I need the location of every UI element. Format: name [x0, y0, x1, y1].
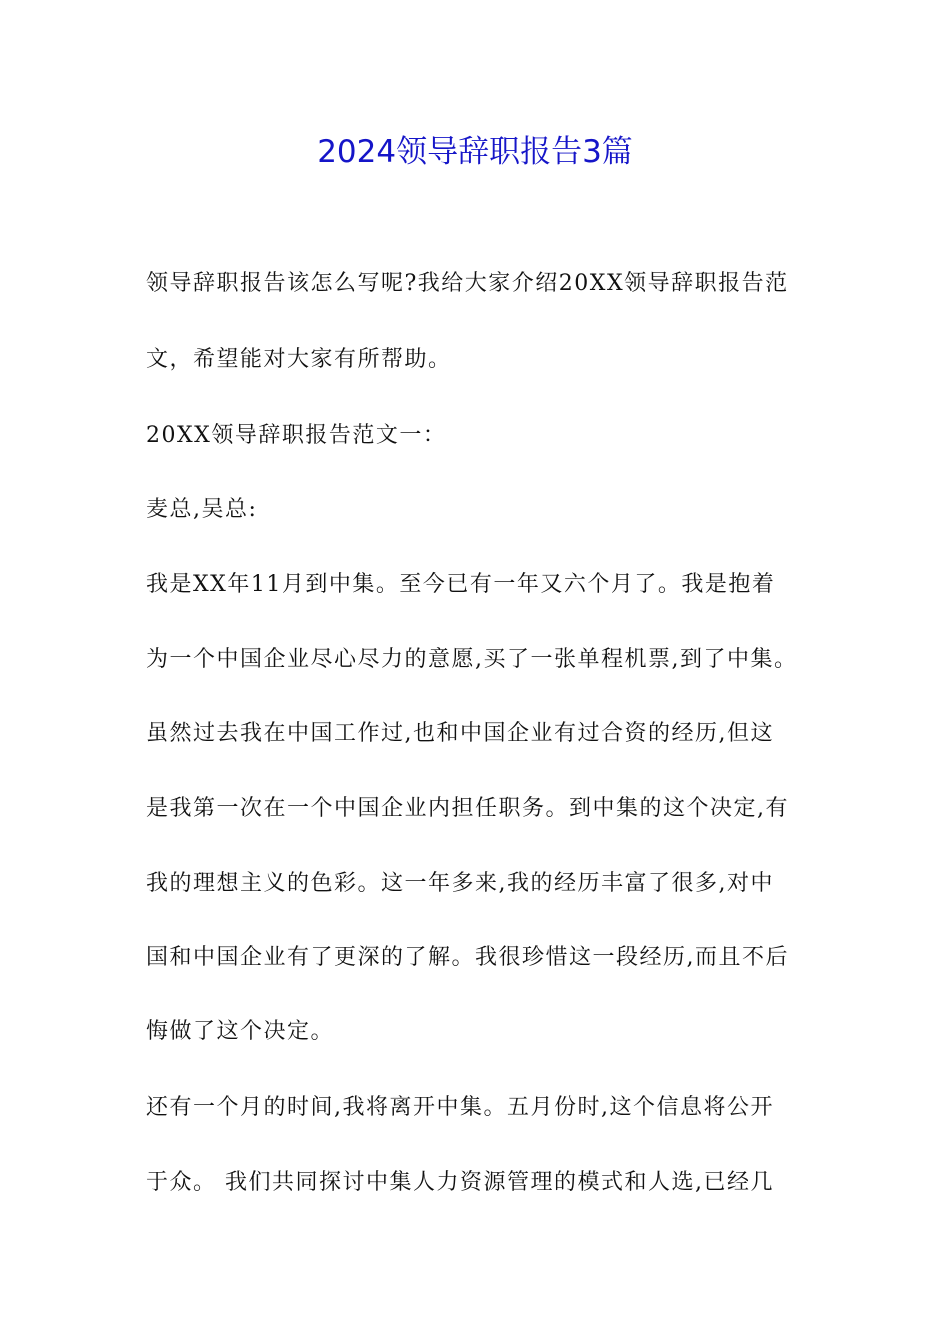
paragraph-line: 我是XX年11月到中集。至今已有一年又六个月了。我是抱着	[146, 572, 776, 597]
section-heading: 20XX领导辞职报告范文一：	[146, 423, 447, 448]
paragraph-line: 为一个中国企业尽心尽力的意愿,买了一张单程机票,到了中集。	[146, 647, 798, 672]
document-title: 2024领导辞职报告3篇	[317, 134, 633, 170]
paragraph-line: 于众。 我们共同探讨中集人力资源管理的模式和人选,已经几	[146, 1170, 774, 1195]
paragraph-line: 是我第一次在一个中国企业内担任职务。到中集的这个决定,有	[146, 796, 789, 821]
paragraph-line: 我的理想主义的色彩。这一年多来,我的经历丰富了很多,对中	[146, 871, 774, 896]
paragraph-line: 文，希望能对大家有所帮助。	[146, 347, 452, 372]
paragraph-line: 虽然过去我在中国工作过,也和中国企业有过合资的经历,但这	[146, 721, 774, 746]
paragraph-line: 悔做了这个决定。	[146, 1019, 335, 1044]
salutation: 麦总,吴总:	[146, 497, 258, 522]
paragraph-line: 国和中国企业有了更深的了解。我很珍惜这一段经历,而且不后	[146, 945, 789, 970]
paragraph-line: 领导辞职报告该怎么写呢?我给大家介绍20XX领导辞职报告范	[146, 271, 789, 296]
paragraph-line: 还有一个月的时间,我将离开中集。五月份时,这个信息将公开	[146, 1095, 774, 1120]
